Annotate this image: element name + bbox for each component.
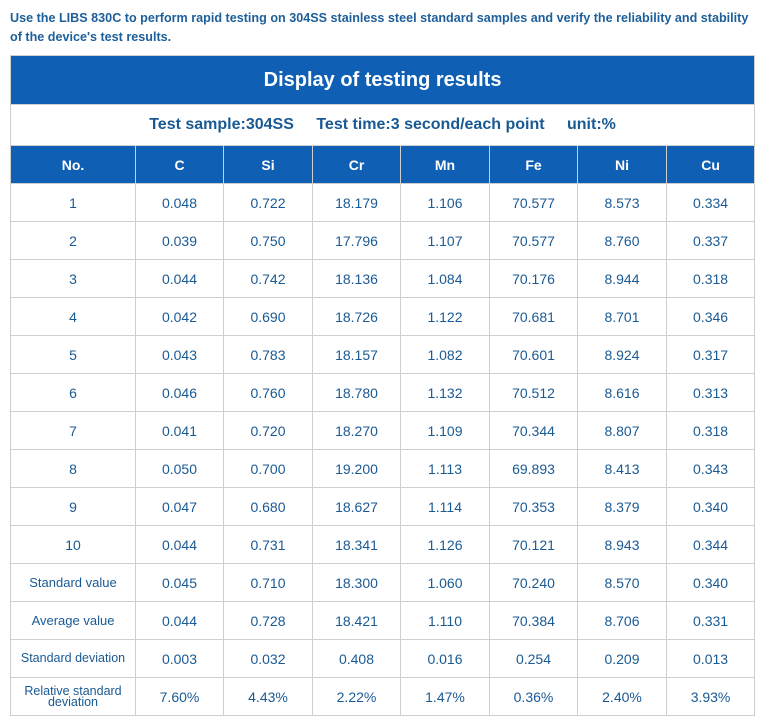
value-cell: 0.783 bbox=[224, 336, 313, 374]
value-cell: 0.343 bbox=[667, 450, 755, 488]
stat-value-cell: 7.60% bbox=[136, 678, 224, 716]
value-cell: 1.126 bbox=[401, 526, 490, 564]
value-cell: 19.200 bbox=[313, 450, 401, 488]
column-header-mn: Mn bbox=[401, 146, 490, 184]
stat-label-cell: Standard deviation bbox=[11, 640, 136, 678]
stat-value-cell: 0.408 bbox=[313, 640, 401, 678]
stat-value-cell: 8.706 bbox=[578, 602, 667, 640]
value-cell: 69.893 bbox=[490, 450, 578, 488]
stat-value-cell: 2.40% bbox=[578, 678, 667, 716]
value-cell: 1.109 bbox=[401, 412, 490, 450]
value-cell: 8.760 bbox=[578, 222, 667, 260]
value-cell: 0.317 bbox=[667, 336, 755, 374]
standard-value-row bbox=[11, 564, 755, 602]
stat-value-cell: 1.110 bbox=[401, 602, 490, 640]
row-number-cell: 8 bbox=[11, 450, 136, 488]
value-cell: 1.113 bbox=[401, 450, 490, 488]
value-cell: 8.701 bbox=[578, 298, 667, 336]
results-table bbox=[10, 55, 755, 716]
stat-value-cell: 0.016 bbox=[401, 640, 490, 678]
value-cell: 18.780 bbox=[313, 374, 401, 412]
title-row bbox=[11, 56, 755, 105]
value-cell: 70.512 bbox=[490, 374, 578, 412]
value-cell: 70.353 bbox=[490, 488, 578, 526]
stat-value-cell: 0.044 bbox=[136, 602, 224, 640]
table-row bbox=[11, 298, 755, 336]
table-row bbox=[11, 222, 755, 260]
column-header-fe: Fe bbox=[490, 146, 578, 184]
value-cell: 1.082 bbox=[401, 336, 490, 374]
table-row bbox=[11, 526, 755, 564]
value-cell: 18.136 bbox=[313, 260, 401, 298]
value-cell: 8.616 bbox=[578, 374, 667, 412]
stat-label-cell: Relative standard deviation bbox=[11, 678, 136, 716]
stat-value-cell: 1.060 bbox=[401, 564, 490, 602]
value-cell: 70.176 bbox=[490, 260, 578, 298]
value-cell: 18.157 bbox=[313, 336, 401, 374]
value-cell: 70.121 bbox=[490, 526, 578, 564]
row-number-cell: 10 bbox=[11, 526, 136, 564]
value-cell: 18.726 bbox=[313, 298, 401, 336]
value-cell: 8.807 bbox=[578, 412, 667, 450]
relative-standard-deviation-row bbox=[11, 678, 755, 716]
row-number-cell: 3 bbox=[11, 260, 136, 298]
value-cell: 0.043 bbox=[136, 336, 224, 374]
table-row bbox=[11, 488, 755, 526]
stat-value-cell: 70.240 bbox=[490, 564, 578, 602]
table-row bbox=[11, 184, 755, 222]
stat-value-cell: 8.570 bbox=[578, 564, 667, 602]
stat-value-cell: 0.045 bbox=[136, 564, 224, 602]
stat-value-cell: 0.209 bbox=[578, 640, 667, 678]
test-time-label: Test time:3 second/each point bbox=[316, 116, 545, 133]
stat-value-cell: 4.43% bbox=[224, 678, 313, 716]
value-cell: 8.944 bbox=[578, 260, 667, 298]
row-number-cell: 1 bbox=[11, 184, 136, 222]
value-cell: 1.132 bbox=[401, 374, 490, 412]
table-row bbox=[11, 336, 755, 374]
column-header-no: No. bbox=[11, 146, 136, 184]
value-cell: 0.039 bbox=[136, 222, 224, 260]
value-cell: 70.344 bbox=[490, 412, 578, 450]
test-sample-label: Test sample:304SS bbox=[149, 116, 294, 133]
row-number-cell: 7 bbox=[11, 412, 136, 450]
table-title: Display of testing results bbox=[11, 56, 755, 105]
stat-value-cell: 0.710 bbox=[224, 564, 313, 602]
standard-deviation-row bbox=[11, 640, 755, 678]
value-cell: 0.042 bbox=[136, 298, 224, 336]
column-header-cr: Cr bbox=[313, 146, 401, 184]
stat-value-cell: 0.013 bbox=[667, 640, 755, 678]
value-cell: 0.720 bbox=[224, 412, 313, 450]
stat-value-cell: 2.22% bbox=[313, 678, 401, 716]
stat-value-cell: 0.331 bbox=[667, 602, 755, 640]
value-cell: 70.577 bbox=[490, 222, 578, 260]
value-cell: 0.680 bbox=[224, 488, 313, 526]
value-cell: 0.334 bbox=[667, 184, 755, 222]
stat-value-cell: 0.728 bbox=[224, 602, 313, 640]
stat-value-cell: 0.003 bbox=[136, 640, 224, 678]
test-info bbox=[11, 105, 755, 146]
value-cell: 8.379 bbox=[578, 488, 667, 526]
value-cell: 0.731 bbox=[224, 526, 313, 564]
value-cell: 0.722 bbox=[224, 184, 313, 222]
value-cell: 18.179 bbox=[313, 184, 401, 222]
value-cell: 1.084 bbox=[401, 260, 490, 298]
table-row bbox=[11, 260, 755, 298]
stat-value-cell: 3.93% bbox=[667, 678, 755, 716]
table-row bbox=[11, 374, 755, 412]
value-cell: 18.270 bbox=[313, 412, 401, 450]
value-cell: 0.700 bbox=[224, 450, 313, 488]
value-cell: 0.048 bbox=[136, 184, 224, 222]
unit-label: unit:% bbox=[567, 116, 616, 133]
value-cell: 0.318 bbox=[667, 260, 755, 298]
value-cell: 0.050 bbox=[136, 450, 224, 488]
stat-value-cell: 0.36% bbox=[490, 678, 578, 716]
average-value-row bbox=[11, 602, 755, 640]
column-header-row bbox=[11, 146, 755, 184]
stat-label-cell: Standard value bbox=[11, 564, 136, 602]
row-number-cell: 4 bbox=[11, 298, 136, 336]
stat-value-cell: 0.032 bbox=[224, 640, 313, 678]
value-cell: 0.041 bbox=[136, 412, 224, 450]
stat-label-cell: Average value bbox=[11, 602, 136, 640]
value-cell: 70.601 bbox=[490, 336, 578, 374]
value-cell: 1.122 bbox=[401, 298, 490, 336]
value-cell: 1.106 bbox=[401, 184, 490, 222]
value-cell: 0.750 bbox=[224, 222, 313, 260]
value-cell: 0.047 bbox=[136, 488, 224, 526]
stat-value-cell: 70.384 bbox=[490, 602, 578, 640]
value-cell: 8.924 bbox=[578, 336, 667, 374]
value-cell: 0.760 bbox=[224, 374, 313, 412]
value-cell: 70.577 bbox=[490, 184, 578, 222]
value-cell: 0.318 bbox=[667, 412, 755, 450]
value-cell: 70.681 bbox=[490, 298, 578, 336]
value-cell: 0.742 bbox=[224, 260, 313, 298]
value-cell: 0.044 bbox=[136, 526, 224, 564]
value-cell: 1.107 bbox=[401, 222, 490, 260]
column-header-c: C bbox=[136, 146, 224, 184]
table-body bbox=[11, 184, 755, 716]
row-number-cell: 9 bbox=[11, 488, 136, 526]
stat-value-cell: 18.300 bbox=[313, 564, 401, 602]
intro-text: Use the LIBS 830C to perform rapid testing on 304SS stainless steel standard samples and verify the reliability and stability of the device's test results. bbox=[10, 11, 749, 44]
value-cell: 0.044 bbox=[136, 260, 224, 298]
value-cell: 0.344 bbox=[667, 526, 755, 564]
value-cell: 8.413 bbox=[578, 450, 667, 488]
row-number-cell: 5 bbox=[11, 336, 136, 374]
value-cell: 8.943 bbox=[578, 526, 667, 564]
column-header-si: Si bbox=[224, 146, 313, 184]
stat-value-cell: 18.421 bbox=[313, 602, 401, 640]
value-cell: 17.796 bbox=[313, 222, 401, 260]
value-cell: 0.346 bbox=[667, 298, 755, 336]
value-cell: 18.627 bbox=[313, 488, 401, 526]
column-header-cu: Cu bbox=[667, 146, 755, 184]
value-cell: 1.114 bbox=[401, 488, 490, 526]
stat-value-cell: 1.47% bbox=[401, 678, 490, 716]
value-cell: 0.690 bbox=[224, 298, 313, 336]
value-cell: 18.341 bbox=[313, 526, 401, 564]
row-number-cell: 2 bbox=[11, 222, 136, 260]
table-row bbox=[11, 412, 755, 450]
value-cell: 0.046 bbox=[136, 374, 224, 412]
table-row bbox=[11, 450, 755, 488]
value-cell: 0.340 bbox=[667, 488, 755, 526]
value-cell: 0.337 bbox=[667, 222, 755, 260]
stat-value-cell: 0.340 bbox=[667, 564, 755, 602]
info-row bbox=[11, 105, 755, 146]
row-number-cell: 6 bbox=[11, 374, 136, 412]
value-cell: 8.573 bbox=[578, 184, 667, 222]
column-header-ni: Ni bbox=[578, 146, 667, 184]
stat-value-cell: 0.254 bbox=[490, 640, 578, 678]
value-cell: 0.313 bbox=[667, 374, 755, 412]
